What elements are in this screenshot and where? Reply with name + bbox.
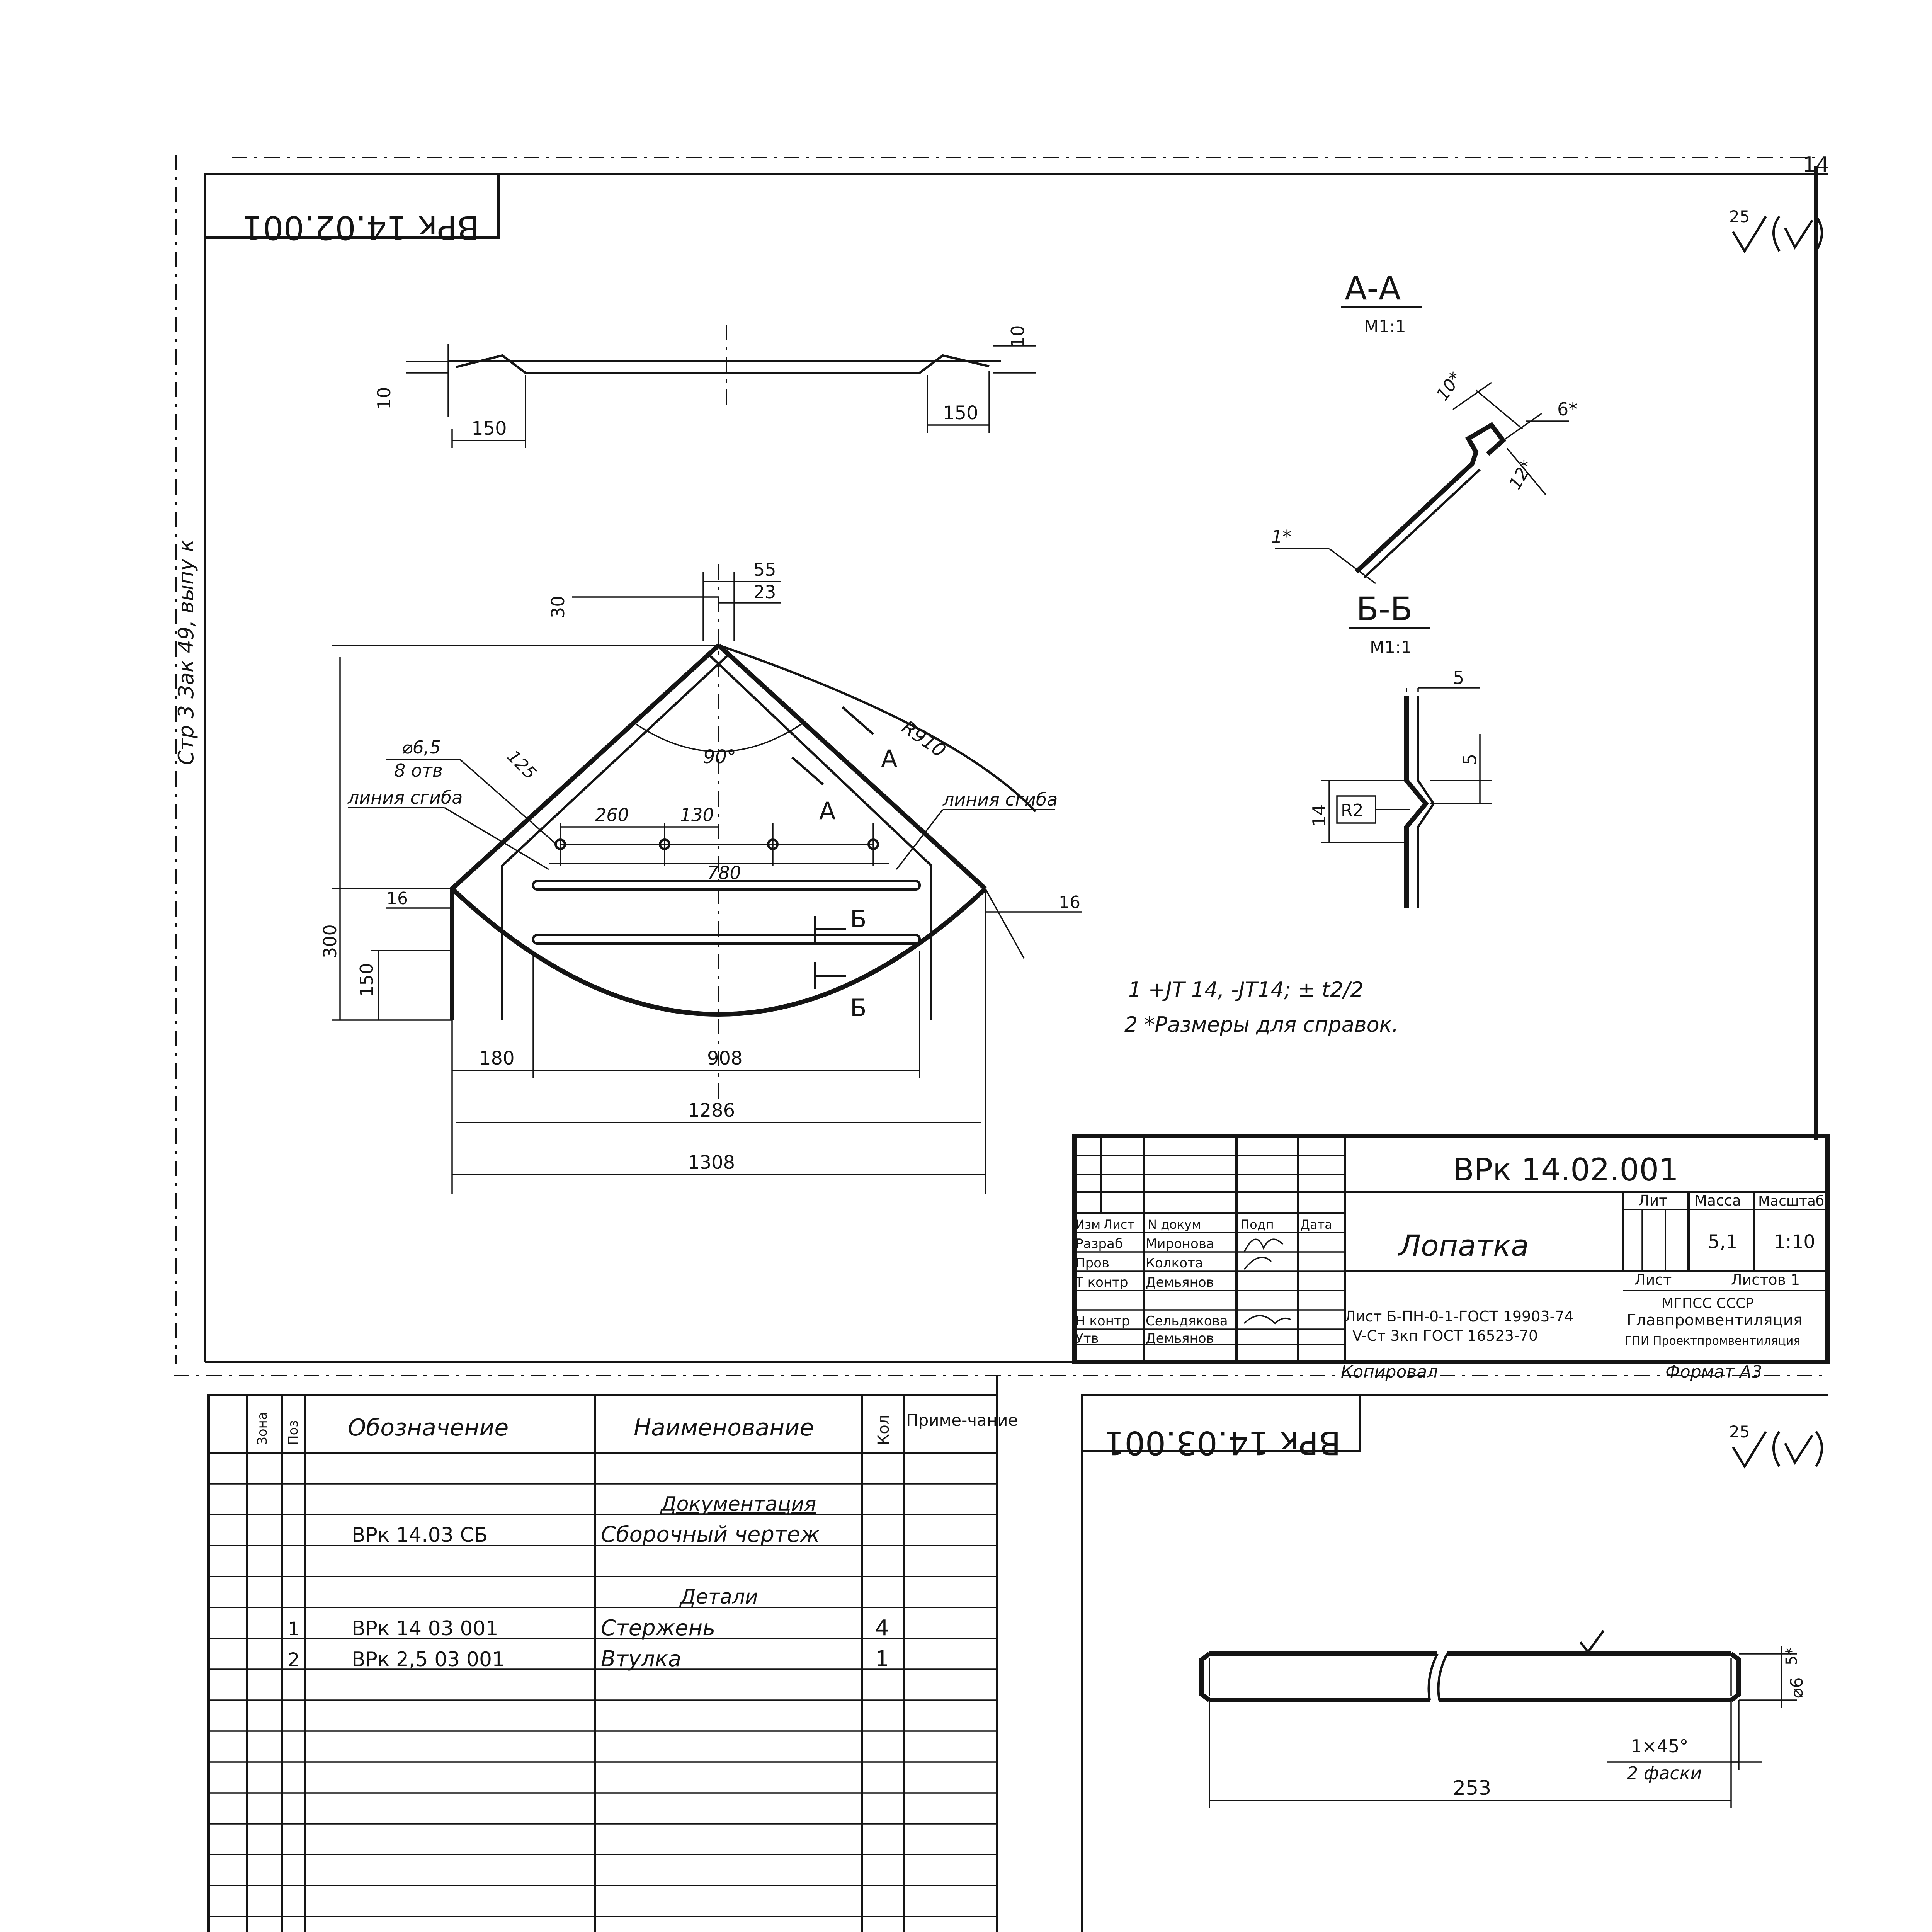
roughness-symbol-2: [1729, 1422, 1822, 1466]
svg-text:125: 125: [503, 746, 540, 784]
svg-text:2 *Размеры для справок.: 2 *Размеры для справок.: [1124, 1012, 1399, 1037]
svg-text:Разраб: Разраб: [1075, 1236, 1123, 1252]
page-number: 14: [1803, 153, 1829, 177]
svg-text:150: 150: [943, 402, 978, 424]
spec-row-name: Втулка: [601, 1646, 682, 1672]
svg-text:R2: R2: [1341, 801, 1364, 820]
svg-text:180: 180: [479, 1048, 515, 1069]
svg-text:Лист: Лист: [1103, 1217, 1135, 1232]
svg-text:Зона: Зона: [255, 1412, 270, 1445]
sheet1-top-stamp: [205, 174, 498, 247]
svg-text:908: 908: [707, 1048, 743, 1069]
svg-text:ВРк 14.03.001: ВРк 14.03.001: [1104, 1424, 1341, 1462]
svg-text:253: 253: [1453, 1777, 1492, 1800]
spec-section-parts: Детали: [680, 1585, 758, 1609]
spec-row-code: ВРк 2,5 03 001: [352, 1648, 505, 1671]
svg-text:130: 130: [680, 804, 714, 825]
svg-text:ВРк 14.02.001: ВРк 14.02.001: [242, 209, 479, 247]
svg-text:6*: 6*: [1557, 399, 1578, 420]
svg-text:1308: 1308: [688, 1152, 735, 1173]
svg-text:5: 5: [1459, 753, 1480, 765]
rod-drawing: [1202, 1631, 1807, 1808]
svg-text:Пров: Пров: [1075, 1255, 1109, 1271]
svg-text:300: 300: [320, 924, 340, 958]
svg-text:1286: 1286: [688, 1100, 735, 1121]
svg-text:⌀6: ⌀6: [1787, 1677, 1807, 1698]
sheet1-title: Лопатка: [1399, 1228, 1529, 1263]
svg-text:Б: Б: [850, 994, 867, 1022]
spec-section-docs: Документация: [661, 1493, 816, 1516]
svg-text:150: 150: [356, 963, 377, 997]
spec-row-lines: [209, 1484, 997, 1932]
svg-text:Демьянов: Демьянов: [1146, 1275, 1214, 1290]
format-label: Формат А3: [1665, 1362, 1762, 1382]
svg-text:25: 25: [1729, 1422, 1750, 1441]
svg-text:А: А: [819, 797, 836, 825]
svg-text:⌀6,5: ⌀6,5: [402, 737, 441, 758]
svg-text:Б-Б: Б-Б: [1356, 590, 1413, 628]
svg-text:23: 23: [753, 582, 776, 602]
svg-text:780: 780: [707, 862, 741, 883]
svg-text:1:10: 1:10: [1774, 1231, 1815, 1253]
spec-row-pos: 2: [288, 1649, 300, 1671]
svg-text:Т контр: Т контр: [1075, 1275, 1128, 1290]
svg-text:Б: Б: [850, 905, 867, 933]
svg-text:Листов 1: Листов 1: [1731, 1271, 1800, 1288]
spec-row-name: Сборочный чертеж: [601, 1522, 820, 1547]
svg-text:Лист: Лист: [1634, 1271, 1672, 1288]
section-aa: [1271, 269, 1577, 583]
svg-text:14: 14: [1309, 804, 1330, 827]
svg-text:Масса: Масса: [1694, 1192, 1742, 1209]
blade-plan-view: [320, 559, 1082, 1194]
copied-label: Копировал: [1341, 1362, 1438, 1382]
svg-text:Кол: Кол: [875, 1415, 893, 1445]
svg-text:Изм: Изм: [1075, 1217, 1101, 1232]
svg-text:линия сгиба: линия сгиба: [943, 789, 1058, 810]
svg-text:Утв: Утв: [1075, 1331, 1099, 1346]
margin-note: Стр 3 Зак 49, выпу к: [174, 539, 198, 765]
svg-text:5,1: 5,1: [1708, 1231, 1738, 1253]
svg-text:12*: 12*: [1505, 457, 1537, 493]
svg-text:МГПСС СССР: МГПСС СССР: [1662, 1296, 1754, 1311]
svg-text:Подп: Подп: [1240, 1217, 1274, 1232]
spec-row-name: Стержень: [601, 1616, 716, 1641]
svg-text:Лит: Лит: [1638, 1192, 1668, 1209]
svg-text:Миронова: Миронова: [1146, 1236, 1214, 1252]
svg-text:Сельдякова: Сельдякова: [1146, 1313, 1228, 1329]
svg-text:линия сгиба: линия сгиба: [348, 787, 463, 808]
svg-text:ГПИ Проектпромвентиляция: ГПИ Проектпромвентиляция: [1625, 1334, 1801, 1348]
svg-text:2 фаски: 2 фаски: [1627, 1763, 1702, 1784]
svg-text:А-А: А-А: [1345, 269, 1401, 307]
svg-text:30: 30: [548, 595, 568, 618]
svg-text:1*: 1*: [1271, 526, 1292, 547]
svg-text:Демьянов: Демьянов: [1146, 1331, 1214, 1346]
svg-text:16: 16: [386, 889, 408, 908]
spec-row-qty: 4: [875, 1616, 889, 1641]
spec-row-qty: 1: [875, 1646, 889, 1672]
svg-text:260: 260: [595, 804, 629, 825]
svg-text:Дата: Дата: [1300, 1217, 1332, 1232]
svg-text:8 отв: 8 отв: [394, 760, 443, 781]
svg-text:Главпромвентиляция: Главпромвентиляция: [1627, 1311, 1803, 1329]
spec-table: [209, 1395, 1018, 1932]
svg-text:Колкота: Колкота: [1146, 1255, 1203, 1271]
svg-text:10*: 10*: [1432, 368, 1466, 405]
spec-row-pos: 1: [288, 1618, 300, 1640]
svg-text:5*: 5*: [1783, 1648, 1801, 1665]
sheet1-title-block: [1074, 1136, 1828, 1362]
svg-text:R910: R910: [898, 716, 950, 762]
svg-text:Масштаб: Масштаб: [1758, 1193, 1825, 1209]
svg-text:Наименование: Наименование: [634, 1414, 814, 1441]
svg-text:Поз: Поз: [286, 1420, 301, 1445]
svg-text:5: 5: [1453, 667, 1464, 688]
svg-text:90°: 90°: [703, 746, 736, 768]
svg-text:М1:1: М1:1: [1364, 317, 1406, 337]
section-bb: [1309, 590, 1492, 908]
spec-row-code: ВРк 14 03 001: [352, 1617, 498, 1640]
spec-row-code: ВРк 14.03 СБ: [352, 1524, 488, 1547]
svg-text:V-Ст 3кп ГОСТ 16523-70: V-Ст 3кп ГОСТ 16523-70: [1352, 1327, 1538, 1344]
svg-text:А: А: [881, 745, 898, 773]
svg-text:1 +ЈТ 14, -ЈТ14; ± t2/2: 1 +ЈТ 14, -ЈТ14; ± t2/2: [1128, 978, 1364, 1002]
svg-text:16: 16: [1059, 893, 1080, 912]
svg-text:Приме-чание: Приме-чание: [906, 1411, 1018, 1430]
sheet1-code: ВРк 14.02.001: [1453, 1152, 1679, 1188]
svg-text:Обозначение: Обозначение: [348, 1414, 509, 1441]
sheet1-notes: [1124, 978, 1398, 1037]
sheet3-top-stamp: [1082, 1395, 1360, 1462]
svg-text:10: 10: [374, 387, 395, 410]
svg-text:Н контр: Н контр: [1075, 1313, 1130, 1329]
svg-text:N докум: N докум: [1148, 1217, 1201, 1232]
svg-text:Лист Б-ПН-0-1-ГОСТ 19903-74: Лист Б-ПН-0-1-ГОСТ 19903-74: [1345, 1308, 1574, 1325]
svg-text:10: 10: [1007, 325, 1028, 348]
svg-text:55: 55: [753, 559, 776, 580]
svg-text:25: 25: [1729, 207, 1750, 226]
svg-text:1×45°: 1×45°: [1631, 1736, 1689, 1757]
blade-side-view: [374, 325, 1036, 448]
roughness-symbol-1: [1729, 207, 1822, 251]
svg-text:150: 150: [471, 418, 507, 439]
svg-text:М1:1: М1:1: [1370, 638, 1412, 657]
